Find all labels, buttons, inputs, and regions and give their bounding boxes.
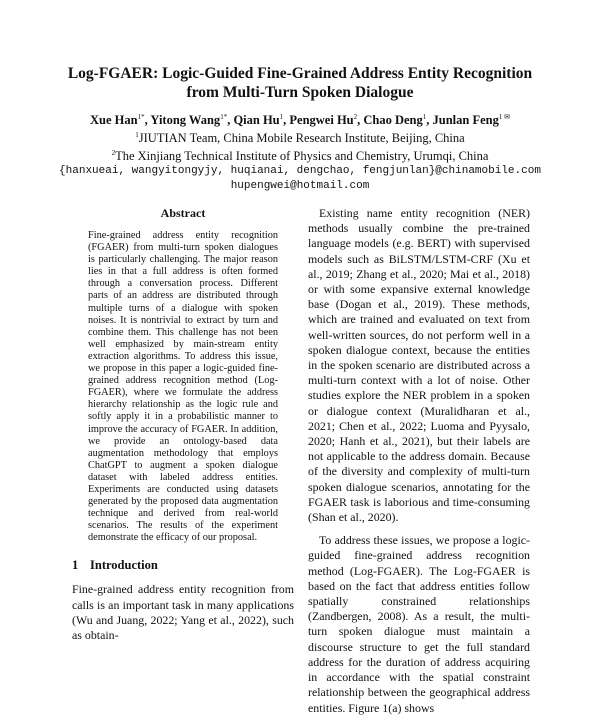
- author-name: Xue Han: [90, 113, 138, 128]
- author-affiliation-mark: 1 ✉: [498, 113, 510, 121]
- author-name: Pengwei Hu: [289, 113, 354, 128]
- section-number: 1: [72, 558, 79, 573]
- author-affiliation-mark: 1: [422, 113, 427, 121]
- affiliation-mark: 2: [111, 149, 116, 158]
- body-paragraph-2: To address these issues, we propose a logic-guided fine-grained address recognition method (Log-FGAER). The Log-FGAER is based on the fact that address entities follow spatially constrained relationships (Zandbergen, 2008). As a result, the multi-turn spoken dialogue must maintain a discourse structure to get the full standard address for the duration of address acquiring in accordance with the spatial constraint relationship between the geographical address entities. Figure 1(a) shows: [308, 533, 530, 715]
- body-paragraph-1: Existing name entity recognition (NER) methods usually combine the pre-trained language models (e.g. BERT) with supervised models such as BiLSTM/LSTM-CRF (Xu et al., 2019; Zhang et al., 2020; Mai et al., 2018) or with some expansive external knowledge base (Dogan et al., 2019). These methods, which are trained and evaluated on text from well-written sources, do not perform well in a spoken dialogue context, because the entities in the spoken scenario are distributed across a multi-turn context with a lot of noise. Other studies explore the NER problem in a spoken or dialogue context (Muralidharan et al., 2021; Chen et al., 2022; Luoma and Pyysalo, 2020; Hanh et al., 2021), but their labels are not applicable to the address domain. Because of the diversity and complexity of multi-turn spoken dialogue scenarios, annotating for the FGAER task is laborious and time-consuming (Shan et al., 2020).: [308, 206, 530, 525]
- paper-title: [0, 64, 600, 102]
- right-column: [308, 206, 530, 724]
- affiliation-mark: 1: [135, 131, 139, 140]
- introduction-paragraph: Fine-grained address entity recognition from calls is an important task in many applications (Wu and Juang, 2022; Yang et al., 2022), such as obtain-: [72, 582, 294, 643]
- author-emails: {hanxueai, wangyitongyjy, huqianai, dengchao, fengjunlan}@chinamobile.com: [59, 165, 541, 178]
- section-heading-introduction: [72, 558, 294, 573]
- author-block: [0, 110, 600, 194]
- section-title: Introduction: [90, 558, 158, 573]
- author-affiliation-mark: 1: [279, 113, 284, 121]
- author-name: Yitong Wang: [150, 113, 221, 128]
- author-name: Qian Hu: [233, 113, 280, 128]
- affiliation-1: $^1$JIUTIAN Team, China Mobile Research Institute, Beijing, China: [135, 131, 465, 146]
- author-name: Junlan Feng: [432, 113, 499, 128]
- author-list: Xue Han$^{1*}$, Yitong Wang$^{1*}$, Qian Hu$^1$, Pengwei Hu$^2$, Chao Deng$^1$, Junlan Feng$^{1 ✉}$: [90, 113, 510, 128]
- affiliation-2: $^2$The Xinjiang Technical Institute of Physics and Chemistry, Urumqi, China: [111, 149, 489, 164]
- left-column: [72, 206, 294, 643]
- author-name: Chao Deng: [363, 113, 423, 128]
- author-email-secondary: hupengwei@hotmail.com: [230, 180, 370, 193]
- author-affiliation-mark: 1*: [137, 113, 145, 121]
- abstract-text: Fine-grained address entity recognition (FGAER) from multi-turn spoken dialogues is particularly challenging. The major reason lies in that a full address is often formed through a conversation process. Different parts of an address are distributed through multiple turns of a dialogue with spoken noises. It is nontrivial to extract by turn and combine them. This challenge has not been well emphasized by main-stream entity extraction algorithms. To address this issue, we propose in this paper a logic-guided fine-grained address recognition method (Log-FGAER), where we formulate the address hierarchy relationship as the logic rule and softly apply it in a probabilistic manner to improve the accuracy of FGAER. In addition, we provide an ontology-based data augmentation methodology that employs ChatGPT to augment a spoken dialogue dataset with labeled address entities. Experiments are conducted using datasets generated by the proposed data augmentation technique and derived from real-world scenarios. The results of the experiment demonstrate the efficacy of our proposal.: [88, 230, 278, 544]
- abstract-heading: Abstract: [160, 206, 206, 220]
- title-line-2: from Multi-Turn Spoken Dialogue: [186, 84, 414, 101]
- title-line-1: Log-FGAER: Logic-Guided Fine-Grained Address Entity Recognition: [67, 65, 533, 82]
- author-affiliation-mark: 1*: [220, 113, 228, 121]
- author-affiliation-mark: 2: [353, 113, 358, 121]
